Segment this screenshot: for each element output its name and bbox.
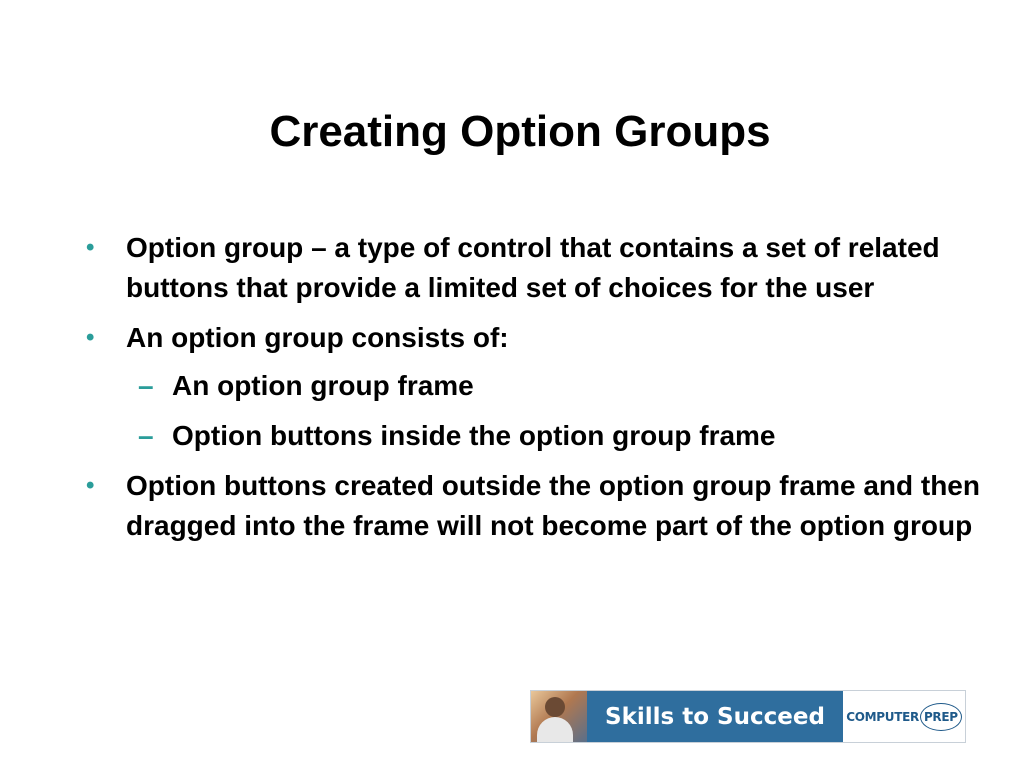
person-head-shape <box>545 697 565 717</box>
sub-bullet-text: Option buttons inside the option group frame <box>172 420 776 451</box>
bullet-item <box>86 318 986 456</box>
computer-prep-logo <box>843 691 965 742</box>
banner-photo <box>531 691 587 742</box>
bullet-marker: • <box>86 324 95 351</box>
sub-bullet-item <box>126 416 986 456</box>
dash-marker: – <box>138 420 154 451</box>
sub-bullet-item <box>126 366 986 406</box>
dash-marker: – <box>138 370 154 401</box>
banner-slogan: Skills to Succeed <box>587 691 843 742</box>
bullet-marker: • <box>86 472 95 499</box>
logo-text-prep: PREP <box>920 703 962 731</box>
bullet-item <box>86 466 986 546</box>
slide-title: Creating Option Groups <box>269 107 771 156</box>
person-body-shape <box>537 717 573 743</box>
sub-bullet-text: An option group frame <box>172 370 474 401</box>
footer-banner <box>530 690 966 743</box>
bullet-marker: • <box>86 234 95 261</box>
bullet-text: An option group consists of: <box>126 322 509 353</box>
bullet-text: Option buttons created outside the option group frame and then dragged into the frame will not become part of the option group <box>126 470 980 541</box>
bullet-item <box>86 228 986 308</box>
bullet-text: Option group – a type of control that contains a set of related buttons that provide a limited set of choices for the user <box>126 232 940 303</box>
logo-text-computer: COMPUTER <box>846 709 919 724</box>
sub-bullet-list <box>126 366 986 456</box>
bullet-list <box>86 228 986 556</box>
